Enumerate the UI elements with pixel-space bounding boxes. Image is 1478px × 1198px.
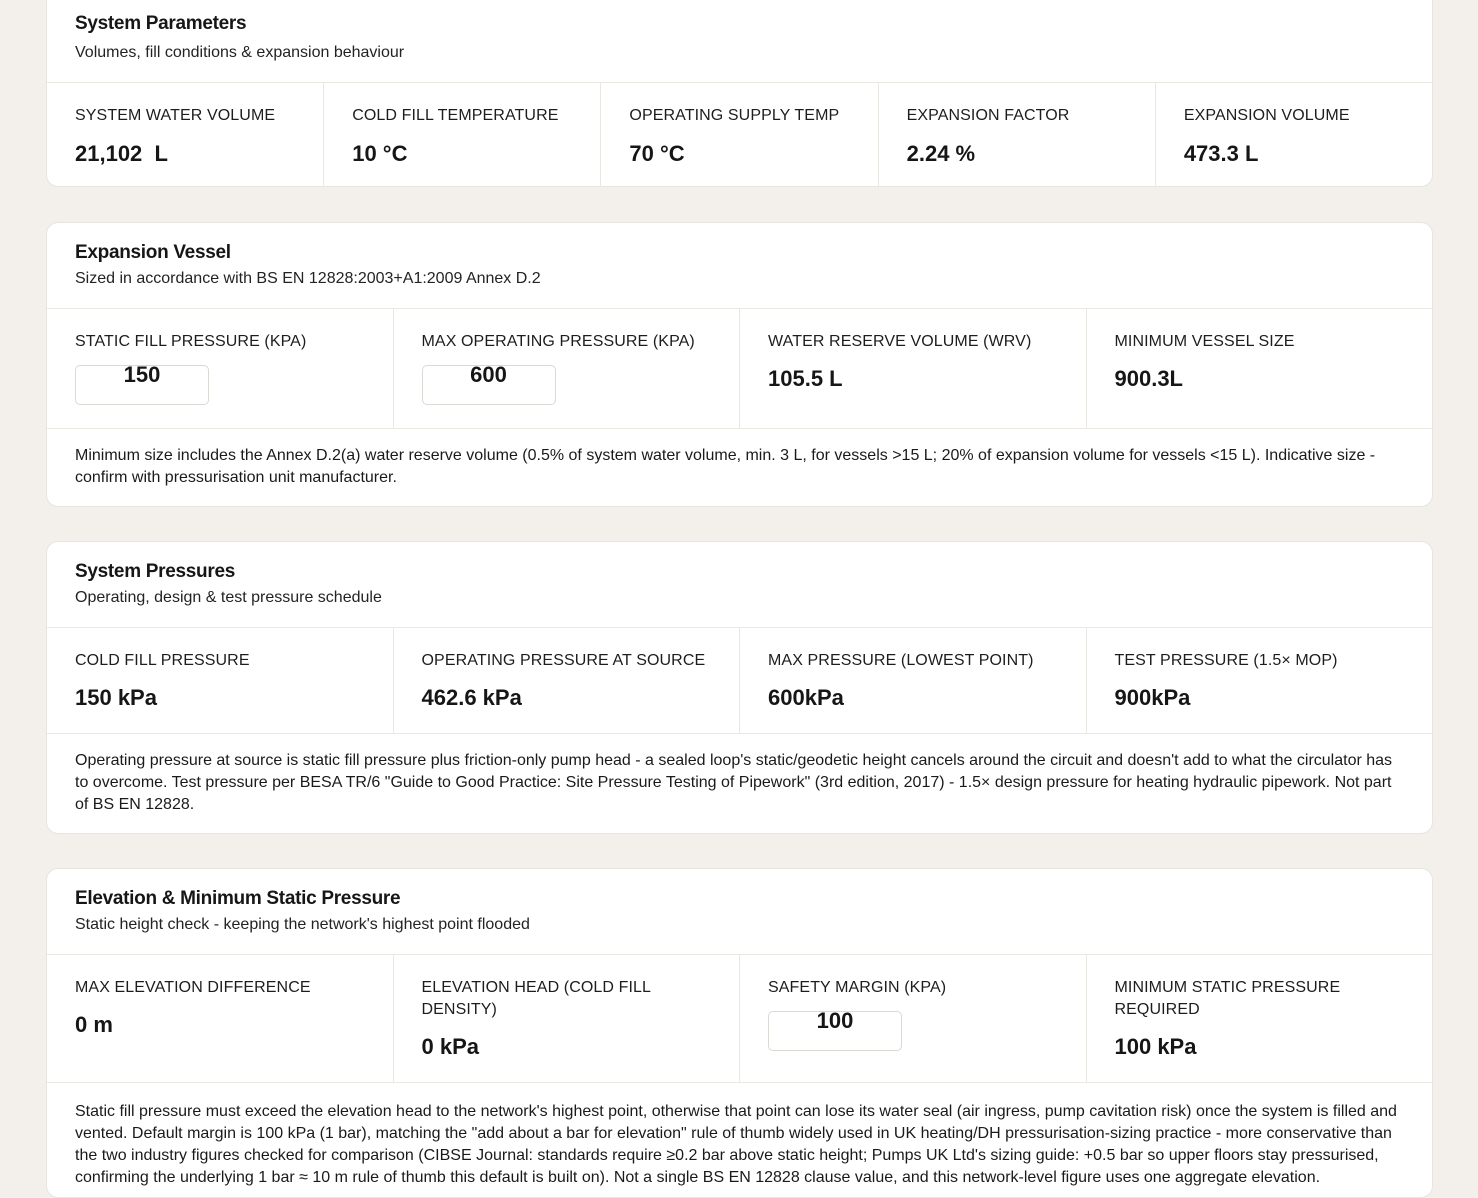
card-title: Expansion Vessel [75, 242, 231, 263]
system-parameters-card [46, 0, 1433, 187]
card-subtitle: Static height check - keeping the network's highest point flooded [75, 916, 530, 933]
parameter-grid [47, 83, 1432, 187]
metric-value: 462.6 kPa [421, 685, 522, 710]
card-header [47, 223, 1432, 309]
metric-value: 600kPa [768, 685, 844, 710]
minimum-static-pressure-cell [1087, 955, 1433, 1082]
metric-label: WATER RESERVE VOLUME (WRV) [768, 333, 1032, 350]
card-subtitle: Operating, design & test pressure schedule [75, 589, 382, 606]
metric-label: EXPANSION VOLUME [1183, 107, 1350, 124]
water-reserve-volume-cell [740, 309, 1087, 428]
metric-label: COLD FILL PRESSURE [75, 652, 250, 669]
test-pressure-cell [1087, 628, 1433, 733]
operating-supply-temp-cell [601, 83, 878, 187]
card-header [47, 0, 1432, 83]
metric-value: 0 m [75, 1012, 113, 1037]
elevation-note: Static fill pressure must exceed the elevation head to the network's highest point, otherwise that point can lose its water seal (air ingress, pump cavitation risk) once the system is filled and vented. Default margin is 100 kPa (1 bar), matching the "add about a bar for elevation" rule of thumb widely used in UK heating/DH pressurisation-sizing practice - more conservative than the two industry figures checked for comparison (CIBSE Journal: standards require ≥0.2 bar above static height; Pumps UK Ltd's sizing guide: +0.5 bar so upper floors stay pressurised, confirming the underlying 1 bar ≈ 10 m rule of thumb this default is built on). Not a single BS EN 12828 clause value, and this network-level figure uses one aggregate elevation. [75, 1103, 1397, 1186]
card-title: System Parameters [75, 13, 247, 34]
metric-label: OPERATING SUPPLY TEMP [629, 107, 840, 124]
system-pressures-card [46, 541, 1433, 834]
metric-value: 900.3L [1114, 366, 1183, 391]
max-operating-pressure-cell [394, 309, 741, 428]
metric-label: OPERATING PRESSURE AT SOURCE [421, 652, 706, 669]
expansion-factor-cell [879, 83, 1156, 187]
metric-label: COLD FILL TEMPERATURE [352, 107, 559, 124]
operating-pressure-at-source-cell [394, 628, 741, 733]
metric-label: ELEVATION HEAD (COLD FILL DENSITY) [421, 979, 651, 1018]
metric-label: MAX ELEVATION DIFFERENCE [75, 979, 311, 996]
vessel-note: Minimum size includes the Annex D.2(a) water reserve volume (0.5% of system water volume, min. 3 L, for vessels >15 L; 20% of expansion volume for vessels <15 L). Indicative size - confirm with pressurisation unit manufacturer. [75, 447, 1376, 486]
metric-label: SYSTEM WATER VOLUME [75, 107, 276, 124]
card-header [47, 542, 1432, 628]
metric-value: 473.3 L [1183, 141, 1259, 166]
cold-fill-temperature-cell [324, 83, 601, 187]
metric-value: 21,102 L [75, 141, 168, 166]
card-header [47, 869, 1432, 955]
system-water-volume-cell [47, 83, 324, 187]
card-subtitle: Sized in accordance with BS EN 12828:2003+A1:2009 Annex D.2 [75, 270, 541, 287]
metric-value: 100 kPa [1114, 1034, 1197, 1059]
metric-value: 0 kPa [421, 1034, 479, 1059]
minimum-vessel-size-cell [1087, 309, 1433, 428]
metric-label: MINIMUM VESSEL SIZE [1114, 333, 1295, 350]
static-fill-pressure-input[interactable]: 150 [75, 365, 209, 405]
metric-label: STATIC FILL PRESSURE (KPA) [75, 333, 307, 350]
expansion-vessel-card [46, 222, 1433, 507]
metric-label: MAX OPERATING PRESSURE (KPA) [421, 333, 695, 350]
max-operating-pressure-input[interactable]: 600 [422, 365, 556, 405]
max-pressure-lowest-point-cell [740, 628, 1087, 733]
card-title: System Pressures [75, 561, 235, 582]
expansion-volume-cell [1156, 83, 1432, 187]
metric-label: MAX PRESSURE (LOWEST POINT) [768, 652, 1034, 669]
elevation-head-cell [394, 955, 741, 1082]
metric-value: 10 °C [352, 141, 408, 166]
metric-value: 900kPa [1114, 685, 1191, 710]
card-subtitle: Volumes, fill conditions & expansion behaviour [75, 44, 405, 61]
metric-label: SAFETY MARGIN (KPA) [768, 979, 947, 996]
metric-value: 70 °C [629, 141, 685, 166]
metric-label: MINIMUM STATIC PRESSURE REQUIRED [1114, 979, 1341, 1018]
safety-margin-input[interactable]: 100 [768, 1011, 902, 1051]
static-fill-pressure-cell [47, 309, 394, 428]
pressures-note: Operating pressure at source is static fill pressure plus friction-only pump head - a sealed loop's static/geodetic height cancels around the circuit and doesn't add to what the circulator has to overcome. Test pressure per BESA TR/6 "Guide to Good Practice: Site Pressure Testing of Pipework" (3rd edition, 2017) - 1.5× design pressure for heating hydraulic pipework. Not part of BS EN 12828. [75, 752, 1393, 813]
max-elevation-difference-cell [47, 955, 394, 1082]
pressures-grid [47, 628, 1432, 734]
cold-fill-pressure-cell [47, 628, 394, 733]
metric-value: 105.5 L [768, 366, 843, 391]
metric-value: 2.24 % [906, 141, 976, 166]
card-title: Elevation & Minimum Static Pressure [75, 888, 401, 909]
elevation-card [46, 868, 1433, 1198]
elevation-grid [47, 955, 1432, 1083]
metric-label: TEST PRESSURE (1.5× MOP) [1114, 652, 1338, 669]
vessel-grid [47, 309, 1432, 429]
metric-value: 150 kPa [75, 685, 157, 710]
safety-margin-cell [740, 955, 1087, 1082]
metric-label: EXPANSION FACTOR [906, 107, 1070, 124]
